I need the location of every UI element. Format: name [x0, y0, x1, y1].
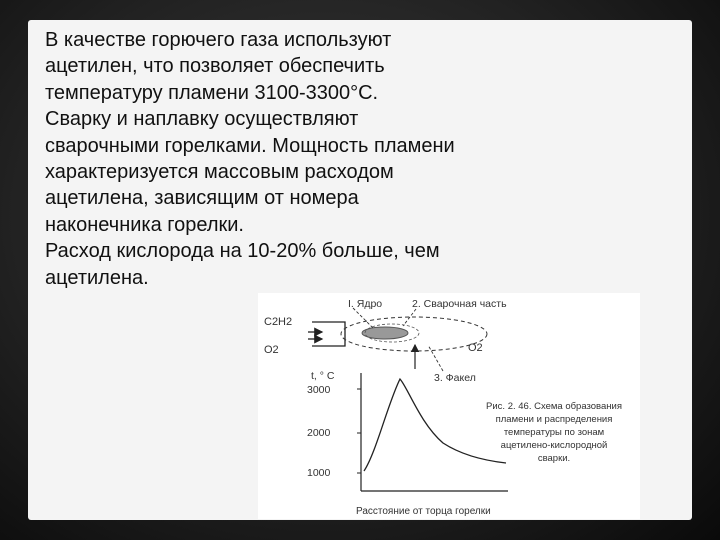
chart-tick-label: 1000 — [307, 467, 331, 479]
text-line: В качестве горючего газа используют — [45, 29, 392, 51]
text-line: ацетилен, что позволяет обеспечить — [45, 55, 385, 78]
core-leader — [353, 308, 373, 328]
torch-leader — [428, 345, 443, 371]
flame-figure — [258, 293, 640, 519]
chart-x-label: Расстояние от торца горелки — [356, 506, 491, 517]
figure-caption-line: ацетилено-кислородной — [500, 440, 608, 451]
flame-diagram — [258, 293, 640, 519]
weld-zone-label: 2. Сварочная часть — [412, 298, 507, 310]
flame-core — [362, 327, 408, 339]
figure-caption-line: Рис. 2. 46. Схема образования — [486, 401, 622, 412]
figure-caption-line: температуры по зонам — [503, 427, 605, 438]
chart-tick-label: 2000 — [307, 427, 331, 439]
chart-tick-label: 3000 — [307, 384, 331, 396]
torch-nozzle — [312, 322, 345, 346]
figure-caption-line: сварки. — [537, 453, 571, 464]
temperature-curve — [364, 379, 506, 471]
text-line: ацетилена, зависящим от номера — [45, 187, 359, 210]
torch-label: 3. Факел — [434, 372, 476, 384]
chart-y-label: t, ° C — [311, 370, 335, 382]
text-line: Расход кислорода на 10-20% больше, чем — [45, 240, 440, 263]
slide-body-text — [45, 27, 565, 291]
text-line: характеризуется массовым расходом — [45, 161, 394, 184]
text-line: наконечника горелки. — [45, 213, 244, 236]
o2-right-label: O2 — [468, 342, 483, 354]
core-label: I. Ядро — [348, 298, 383, 310]
text-line: температуру пламени 3100-3300°С. — [45, 81, 379, 104]
o2-left-label: O2 — [264, 344, 279, 356]
figure-caption-line: пламени и распределения — [495, 414, 613, 425]
text-line: сварочными горелками. Мощность пламени — [45, 134, 455, 157]
text-line: Сварку и наплавку осуществляют — [45, 108, 359, 131]
c2h2-label: C2H2 — [264, 316, 293, 328]
text-line: ацетилена. — [45, 266, 149, 289]
